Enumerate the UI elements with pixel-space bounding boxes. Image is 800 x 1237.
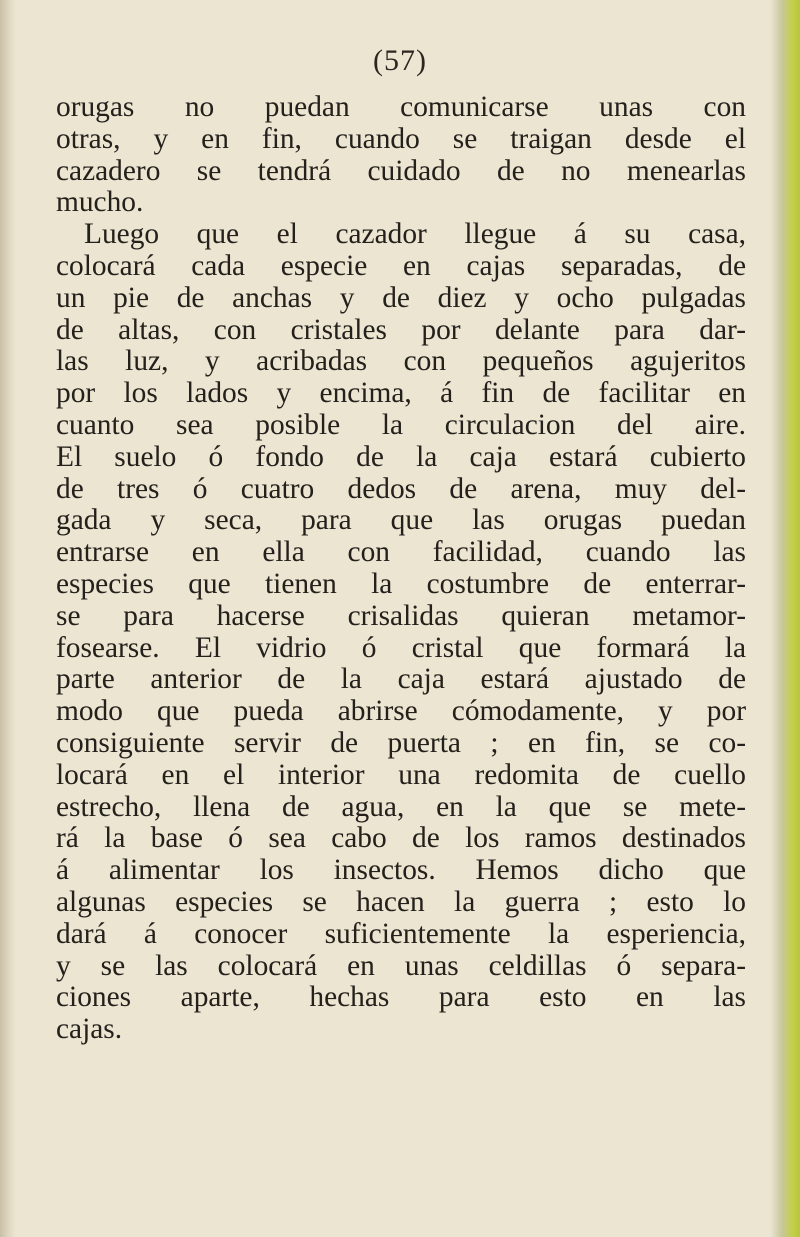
text-line: cajas. bbox=[56, 1013, 123, 1046]
text-line: cazadero se tendrá cuidado de no menearlas bbox=[56, 154, 746, 187]
text-line: cuanto sea posible la circulacion del aire. bbox=[56, 408, 746, 441]
text-line: locará en el interior una redomita de cuello bbox=[56, 758, 746, 791]
text-line: modo que pueda abrirse cómodamente, y por bbox=[56, 695, 746, 728]
text-line: otras, y en fin, cuando se traigan desde el bbox=[56, 122, 746, 155]
text-line: parte anterior de la caja estará ajustado de bbox=[56, 663, 746, 696]
text-line: dará á conocer suficientemente la esperiencia, bbox=[56, 917, 746, 950]
body-text bbox=[56, 92, 746, 1046]
text-line: se para hacerse crisalidas quieran metamor- bbox=[56, 599, 746, 632]
text-line: ciones aparte, hechas para esto en las bbox=[56, 981, 746, 1014]
text-line: un pie de anchas y de diez y ocho pulgadas bbox=[56, 281, 746, 314]
text-line: las luz, y acribadas con pequeños agujeritos bbox=[56, 345, 746, 378]
text-line: por los lados y encima, á fin de facilitar en bbox=[56, 377, 746, 410]
text-line: de altas, con cristales por delante para dar- bbox=[56, 313, 746, 346]
text-line: especies que tienen la costumbre de enterrar- bbox=[56, 567, 746, 600]
text-line: orugas no puedan comunicarse unas con bbox=[56, 91, 746, 123]
text-line: colocará cada especie en cajas separadas, de bbox=[56, 249, 746, 282]
text-line: rá la base ó sea cabo de los ramos destinados bbox=[56, 822, 746, 855]
text-line: entrarse en ella con facilidad, cuando las bbox=[56, 536, 746, 569]
text-line: El suelo ó fondo de la caja estará cubierto bbox=[56, 440, 746, 473]
text-line: de tres ó cuatro dedos de arena, muy del- bbox=[56, 472, 746, 505]
text-line: mucho. bbox=[56, 186, 144, 219]
page-right-edge bbox=[770, 0, 800, 1237]
text-line: y se las colocará en unas celdillas ó separa- bbox=[56, 949, 746, 982]
page-number: (57) bbox=[373, 44, 427, 77]
text-line: algunas especies se hacen la guerra ; esto lo bbox=[56, 885, 746, 918]
page-left-edge bbox=[0, 0, 16, 1237]
text-line: consiguiente servir de puerta ; en fin, se co- bbox=[56, 726, 746, 759]
text-line: á alimentar los insectos. Hemos dicho que bbox=[56, 854, 746, 887]
text-line: estrecho, llena de agua, en la que se mete- bbox=[56, 790, 746, 823]
text-line: gada y seca, para que las orugas puedan bbox=[56, 504, 746, 537]
text-line: fosearse. El vidrio ó cristal que formará la bbox=[56, 631, 746, 664]
text-line: Luego que el cazador llegue á su casa, bbox=[84, 218, 746, 251]
